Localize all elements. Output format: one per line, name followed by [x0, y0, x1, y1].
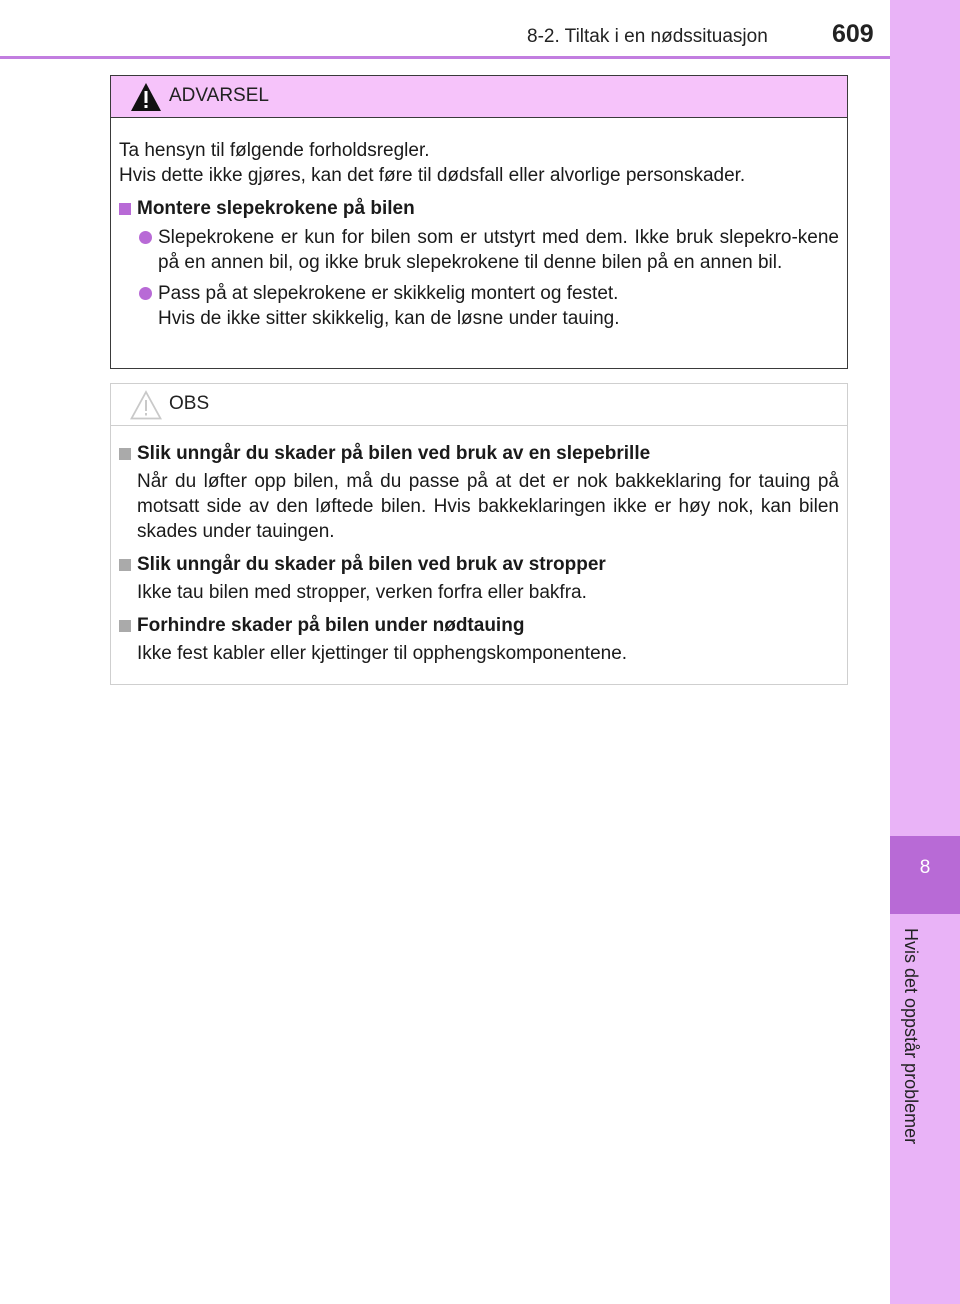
warning-box-header: [111, 76, 847, 118]
section-title: 8-2. Tiltak i en nødssituasjon: [527, 26, 768, 47]
warning-bullet: [119, 281, 839, 331]
warning-label: ADVARSEL: [169, 85, 269, 106]
notice-label: OBS: [169, 393, 210, 414]
notice-heading-text: Slik unngår du skader på bilen ved bruk av en slepebrille: [137, 443, 651, 464]
notice-item-heading: [119, 441, 839, 466]
notice-box-header: [111, 384, 847, 426]
square-bullet-icon: [119, 620, 131, 632]
warning-box: [110, 75, 848, 369]
warning-intro-line: Hvis dette ikke gjøres, kan det føre til dødsfall eller alvorlige personskader.: [119, 165, 746, 186]
notice-heading-text: Slik unngår du skader på bilen ved bruk av stropper: [137, 554, 606, 575]
notice-item-heading: [119, 613, 839, 638]
chapter-title: Hvis det oppstår problemer: [901, 928, 921, 1145]
warning-bullet-text: [158, 281, 839, 331]
chapter-number: 8: [919, 857, 931, 878]
notice-content: [111, 426, 847, 666]
warning-subheading: [119, 196, 839, 221]
header-rule: [0, 56, 890, 59]
notice-item-text: Ikke tau bilen med stropper, verken forfra eller bakfra.: [137, 582, 587, 603]
warning-bullet-line: Hvis de ikke sitter skikkelig, kan de løsne under tauing.: [158, 308, 620, 329]
warning-content: [111, 118, 847, 331]
warning-intro: [119, 138, 839, 188]
circle-bullet-icon: [139, 287, 152, 300]
circle-bullet-icon: [139, 231, 152, 244]
warning-triangle-icon: [130, 82, 162, 112]
square-bullet-icon: [119, 448, 131, 460]
warning-subheading-text: Montere slepekrokene på bilen: [137, 198, 415, 219]
notice-heading-text: Forhindre skader på bilen under nødtauing: [137, 615, 525, 636]
warning-bullet-text: Slepekrokene er kun for bilen som er utstyrt med dem. Ikke bruk slepekro-kene på en annen bil, og ikke bruk slepekrokene til denne bilen på en annen bil.: [158, 227, 839, 273]
page-number: 609: [832, 20, 874, 48]
warning-bullet: [119, 225, 839, 275]
notice-item-text: Når du løfter opp bilen, må du passe på at det er nok bakkeklaring for tauing på motsatt side av den løftede bilen. Hvis bakkeklaringen ikke er høy nok, kan bilen skades under tauingen.: [137, 471, 839, 542]
notice-item-text: Ikke fest kabler eller kjettinger til opphengskomponentene.: [137, 643, 628, 664]
warning-bullet-line: Pass på at slepekrokene er skikkelig montert og festet.: [158, 283, 619, 304]
warning-intro-line: Ta hensyn til følgende forholdsregler.: [119, 140, 430, 161]
caution-triangle-icon: [130, 390, 162, 420]
square-bullet-icon: [119, 559, 131, 571]
square-bullet-icon: [119, 203, 131, 215]
notice-box: [110, 383, 848, 685]
notice-item-heading: [119, 552, 839, 577]
